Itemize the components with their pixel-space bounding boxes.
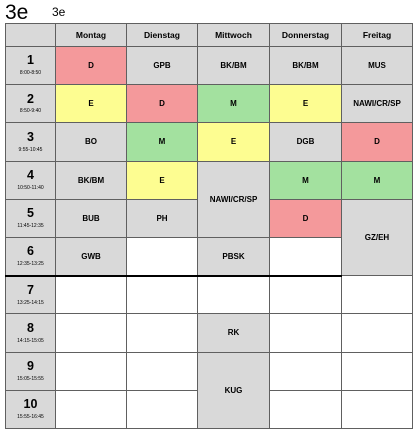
lesson-cell[interactable]: M bbox=[198, 85, 270, 123]
lesson-cell[interactable]: D bbox=[270, 199, 342, 237]
empty-cell[interactable] bbox=[270, 276, 342, 314]
period-1: 1 8:00-8:50 bbox=[6, 47, 56, 85]
lesson-cell[interactable]: RK bbox=[198, 314, 270, 352]
period-3: 3 9:55-10:45 bbox=[6, 123, 56, 161]
period-2: 2 8:50-9:40 bbox=[6, 85, 56, 123]
lesson-cell[interactable]: PH bbox=[127, 199, 198, 237]
day-header-wednesday: Mittwoch bbox=[198, 24, 270, 47]
lesson-cell[interactable]: E bbox=[198, 123, 270, 161]
empty-cell[interactable] bbox=[127, 390, 198, 428]
lesson-cell[interactable]: D bbox=[342, 123, 413, 161]
empty-cell[interactable] bbox=[270, 237, 342, 275]
lesson-cell[interactable]: GWB bbox=[56, 237, 127, 275]
lesson-cell[interactable]: GZ/EH bbox=[342, 199, 413, 275]
lesson-cell[interactable]: BK/BM bbox=[270, 47, 342, 85]
empty-cell[interactable] bbox=[56, 314, 127, 352]
period-5: 5 11:45-12:35 bbox=[6, 199, 56, 237]
empty-cell[interactable] bbox=[270, 352, 342, 390]
empty-cell[interactable] bbox=[270, 314, 342, 352]
period-10: 10 15:55-16:45 bbox=[6, 390, 56, 428]
corner-cell bbox=[6, 24, 56, 47]
empty-cell[interactable] bbox=[198, 276, 270, 314]
empty-cell[interactable] bbox=[342, 352, 413, 390]
period-4: 4 10:50-11:40 bbox=[6, 161, 56, 199]
lesson-cell[interactable]: D bbox=[127, 85, 198, 123]
lesson-cell[interactable]: DGB bbox=[270, 123, 342, 161]
lesson-cell[interactable]: NAWI/CR/SP bbox=[342, 85, 413, 123]
empty-cell[interactable] bbox=[342, 390, 413, 428]
period-7: 7 13:25-14:15 bbox=[6, 276, 56, 314]
empty-cell[interactable] bbox=[127, 237, 198, 275]
period-9: 9 15:05-15:55 bbox=[6, 352, 56, 390]
lesson-cell[interactable]: E bbox=[270, 85, 342, 123]
lesson-cell[interactable]: BK/BM bbox=[198, 47, 270, 85]
lesson-cell[interactable]: D bbox=[56, 47, 127, 85]
period-8: 8 14:15-15:05 bbox=[6, 314, 56, 352]
lesson-cell[interactable]: BK/BM bbox=[56, 161, 127, 199]
empty-cell[interactable] bbox=[127, 314, 198, 352]
empty-cell[interactable] bbox=[342, 276, 413, 314]
lesson-cell[interactable]: E bbox=[56, 85, 127, 123]
lesson-cell[interactable]: BO bbox=[56, 123, 127, 161]
page-title: 3e bbox=[5, 1, 29, 24]
empty-cell[interactable] bbox=[56, 276, 127, 314]
empty-cell[interactable] bbox=[342, 314, 413, 352]
empty-cell[interactable] bbox=[56, 390, 127, 428]
lesson-cell[interactable]: KUG bbox=[198, 352, 270, 429]
lesson-cell[interactable]: E bbox=[127, 161, 198, 199]
lesson-cell[interactable]: GPB bbox=[127, 47, 198, 85]
lesson-cell[interactable]: M bbox=[270, 161, 342, 199]
lesson-cell[interactable]: PBSK bbox=[198, 237, 270, 275]
period-6: 6 12:35-13:25 bbox=[6, 237, 56, 275]
lesson-cell[interactable]: NAWI/CR/SP bbox=[198, 161, 270, 237]
class-label: 3e bbox=[52, 5, 66, 19]
day-header-thursday: Donnerstag bbox=[270, 24, 342, 47]
lesson-cell[interactable]: MUS bbox=[342, 47, 413, 85]
lesson-cell[interactable]: BUB bbox=[56, 199, 127, 237]
day-header-tuesday: Dienstag bbox=[127, 24, 198, 47]
day-header-friday: Freitag bbox=[342, 24, 413, 47]
lesson-cell[interactable]: M bbox=[342, 161, 413, 199]
empty-cell[interactable] bbox=[127, 352, 198, 390]
empty-cell[interactable] bbox=[270, 390, 342, 428]
empty-cell[interactable] bbox=[56, 352, 127, 390]
lesson-cell[interactable]: M bbox=[127, 123, 198, 161]
timetable bbox=[5, 23, 413, 429]
empty-cell[interactable] bbox=[127, 276, 198, 314]
day-header-monday: Montag bbox=[56, 24, 127, 47]
